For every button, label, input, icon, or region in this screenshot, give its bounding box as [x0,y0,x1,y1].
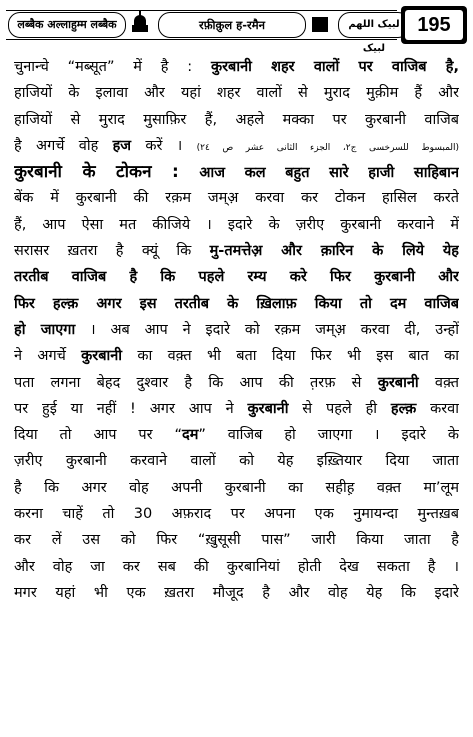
text-line: है कि अगर वोह अपनी कुरबानी का सहीह़ वक़्त मा’लूम [14,479,459,496]
book-title: रफ़ीक़ुल ह-रमैन [158,12,306,38]
page-number: 195 [405,10,463,40]
header-rule-top [6,10,397,11]
text-line: बेंक में कुरबानी की रक़म जम्अ़ करवा कर टोकन हासिल करते [14,190,459,207]
text-line: कर लें उस को फिर “ख़ुसूसी पास” जारी किया जाता है [14,532,459,549]
text-line: दिया तो आप पर “दम” वाजिब हो जाएगा । इदारे के [14,427,459,444]
text-line: पता लगना बेहद दुश्वार है कि आप की त़रफ़ से कुरबानी वक़्त [14,374,459,391]
text-line: ज़रीए कुरबानी करवाने वालों को येह इख़्तियार दिया जाता [14,453,459,470]
citation-reference: (المبسوط للسرخسی ج۲، الجزء الثانی عشر ص ۲٤) [196,142,459,153]
body-text [14,54,459,606]
header-left-label: लब्बैक अल्लाहुम्म लब्बैक [8,12,126,38]
text-line: हो जाएगा । अब आप ने इदारे को रक़म जम्अ़ करवा दी, उन्हों [14,321,459,338]
text-line: और वोह जा कर सब की कुरबानियां होती देख सकता है । [14,558,459,575]
section-heading: कुरबानी के टोकन : [14,162,200,183]
text-line: ने अगर्चे कुरबानी का वक़्त भी बता दिया फिर भी इस बात का [14,348,459,365]
text-line: चुनान्चे “मब्सूत” में है : कुरबानी शहर वालों पर वाजिब है, [14,59,459,75]
kaaba-ornament-icon [312,15,328,33]
text-line: करना चाहें तो 30 अफ़राद पर अपना एक नुमायन्दा मुन्तख़ब [14,506,459,523]
text-line: पर हुई या नहीं ! अगर आप ने कुरबानी से पहले ही हल्क़ करवा [14,400,459,417]
page-number-box [401,6,467,44]
text-line: है अगर्चे वोह हज करें । (المبسوط للسرخسی ج۲، الجزء الثانی عشر ص ۲٤) [14,137,459,154]
text-line: हाजियों से मुराद मुसाफ़िर हैं, अहले मक्का पर कुरबानी वाजिब [14,111,459,128]
text-line: तरतीब वाजिब है कि पहले रम्य करे फिर कुरबानी और [14,269,459,286]
text-line: मगर यहां भी एक ख़तरा मौजूद है और वोह येह कि इदारे [14,584,459,601]
text-line: सरासर ख़तरा है क्यूं कि मु-तमत्तेअ़ और क़ारिन के लिये येह [14,243,459,260]
text-line: हैं, आप ऐसा मत कीजिये । इदारे के ज़रीए कुरबानी करवाने में [14,216,459,233]
text-line: हाजियों के इलावा और यहां शहर वालों से मुराद मुक़ीम हैं और [14,85,459,102]
header-rule-bottom [6,39,397,40]
text-line: फिर हल्क़ अगर इस तरतीब के ख़िलाफ़ किया तो दम वाजिब [14,295,459,312]
dome-ornament-icon [132,15,148,33]
page-header [6,6,467,54]
header-right-label: لبیک اللھم لبیک [338,12,410,38]
section-heading-line: कुरबानी के टोकन : आज कल बहुत सारे हाजी साहिबान [14,162,459,183]
